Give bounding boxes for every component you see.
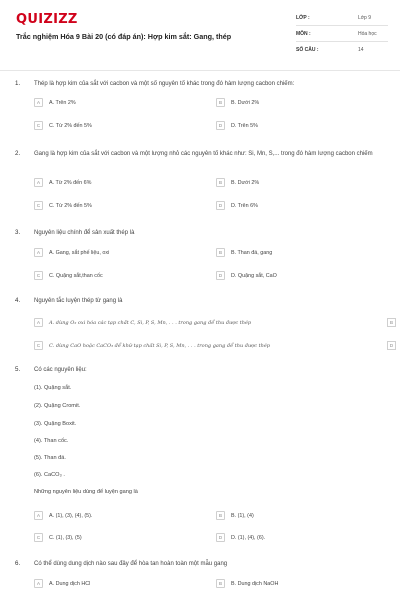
option-text: B. (1), (4) — [231, 512, 254, 519]
option-letter: A — [34, 98, 43, 107]
option-letter: C — [34, 201, 43, 210]
option-d[interactable] — [216, 199, 386, 212]
option-letter: C — [34, 533, 43, 542]
meta-row-count — [296, 42, 388, 58]
option-b[interactable] — [216, 246, 386, 259]
material-item: (2). Quặng Cromit. — [34, 403, 81, 409]
option-text: C. Từ 2% đến 5% — [49, 202, 92, 209]
quizizz-logo: QUIZIZZ — [16, 12, 78, 27]
option-text: A. (1), (3), (4), (5). — [49, 512, 93, 519]
option-text: A. Từ 2% đến 6% — [49, 179, 92, 186]
option-text: B. Dung dịch NaOH — [231, 580, 279, 587]
option-letter: C — [34, 121, 43, 130]
option-text: B. Than đá, gang — [231, 249, 273, 256]
option-text: C. Từ 2% đến 5% — [49, 122, 92, 129]
option-d-marker[interactable]: D — [387, 341, 396, 350]
option-letter: B — [216, 98, 225, 107]
option-a[interactable] — [34, 176, 204, 189]
option-b[interactable] — [216, 577, 386, 590]
question-number: 6. — [15, 560, 21, 567]
option-letter: A — [34, 579, 43, 588]
page-header — [0, 0, 400, 72]
material-item: (6). CaCO₃ . — [34, 472, 65, 478]
option-text: C. dùng CaO hoặc CaCO₃ để khử tạp chất Si, P, S, Mn, . . . trong gang để thu được thép — [49, 342, 271, 349]
option-c[interactable] — [34, 199, 204, 212]
option-letter: B — [216, 579, 225, 588]
quiz-meta — [296, 10, 388, 58]
option-text: A. Dung dịch HCl — [49, 580, 91, 587]
option-letter: A — [34, 511, 43, 520]
option-letter: A — [34, 178, 43, 187]
option-letter: C — [34, 271, 43, 280]
option-d[interactable] — [216, 531, 386, 544]
option-b[interactable] — [216, 509, 386, 522]
option-text: D. Quặng sắt, CaO — [231, 272, 277, 279]
option-b-marker[interactable]: B — [387, 318, 396, 327]
material-item: (3). Quặng Boxit. — [34, 421, 77, 427]
question-text: Có các nguyên liệu: — [34, 367, 87, 373]
option-letter: B — [216, 248, 225, 257]
meta-label: MÔN : — [296, 30, 311, 37]
option-c[interactable] — [34, 119, 204, 132]
option-letter: D — [216, 121, 225, 130]
option-letter: D — [216, 271, 225, 280]
option-a[interactable] — [34, 96, 204, 109]
option-c[interactable] — [34, 531, 204, 544]
material-item: (4). Than cốc. — [34, 438, 69, 444]
option-text: A. dùng O₂ oxi hóa các tạp chất C, Si, P, S, Mn, . . . trong gang để thu được thép — [49, 319, 252, 326]
option-text: A. Trên 2% — [49, 99, 76, 106]
question-number: 3. — [15, 229, 21, 236]
meta-label: LỚP : — [296, 14, 310, 21]
option-c[interactable] — [34, 269, 204, 282]
header-divider — [0, 70, 400, 71]
option-d[interactable] — [216, 269, 386, 282]
option-letter: D — [216, 533, 225, 542]
quiz-title: Trắc nghiệm Hóa 9 Bài 20 (có đáp án): Hợp kim sắt: Gang, thép — [16, 32, 232, 41]
question-text: Gang là hợp kim của sắt với cacbon và một lượng nhỏ các nguyên tố khác như: Si, Mn, S,... trong đó hàm lượng cacbon chiếm — [34, 151, 373, 157]
question-number: 5. — [15, 366, 21, 373]
option-text: A. Gang, sắt phế liệu, oxi — [49, 249, 110, 256]
question-text: Có thể dùng dung dịch nào sau đây để hòa tan hoàn toàn một mẫu gang — [34, 561, 228, 567]
question-text: Thép là hợp kim của sắt với cacbon và một số nguyên tố khác trong đó hàm lượng cacbon chiếm: — [34, 81, 295, 87]
option-text: D. Trên 6% — [231, 202, 258, 209]
option-d[interactable] — [216, 119, 386, 132]
option-letter: A — [34, 318, 43, 327]
question-text: Nguyên tắc luyện thép từ gang là — [34, 298, 123, 304]
option-c[interactable] — [34, 339, 398, 352]
option-text: C. Quặng sắt,than cốc — [49, 272, 103, 279]
option-b[interactable] — [216, 96, 386, 109]
option-a[interactable] — [34, 246, 204, 259]
option-b[interactable] — [216, 176, 386, 189]
option-letter: B — [216, 511, 225, 520]
option-text: C. (1), (3), (5) — [49, 534, 82, 541]
question-number: 2. — [15, 150, 21, 157]
option-a[interactable] — [34, 509, 204, 522]
option-text: D. (1), (4), (6). — [231, 534, 266, 541]
material-item: (5). Than đá. — [34, 455, 66, 461]
option-text: B. Dưới 2% — [231, 179, 260, 186]
material-item: (1). Quặng sắt. — [34, 385, 72, 391]
option-a[interactable] — [34, 577, 204, 590]
question-number: 1. — [15, 80, 21, 87]
option-text: B. Dưới 2% — [231, 99, 260, 106]
meta-label: SỐ CÂU : — [296, 47, 319, 53]
meta-value: Hóa học — [358, 30, 377, 37]
sub-question-text: Những nguyên liệu dùng để luyện gang là — [34, 489, 138, 495]
option-letter: B — [216, 178, 225, 187]
option-a[interactable] — [34, 316, 398, 329]
meta-row-subject — [296, 26, 388, 42]
meta-row-class — [296, 10, 388, 26]
option-letter: A — [34, 248, 43, 257]
option-text: D. Trên 5% — [231, 122, 258, 129]
option-letter: D — [216, 201, 225, 210]
question-number: 4. — [15, 297, 21, 304]
option-letter: C — [34, 341, 43, 350]
question-text: Nguyên liệu chính để sản xuất thép là — [34, 230, 135, 236]
meta-value: Lớp 9 — [358, 14, 372, 21]
meta-value: 14 — [358, 47, 364, 53]
